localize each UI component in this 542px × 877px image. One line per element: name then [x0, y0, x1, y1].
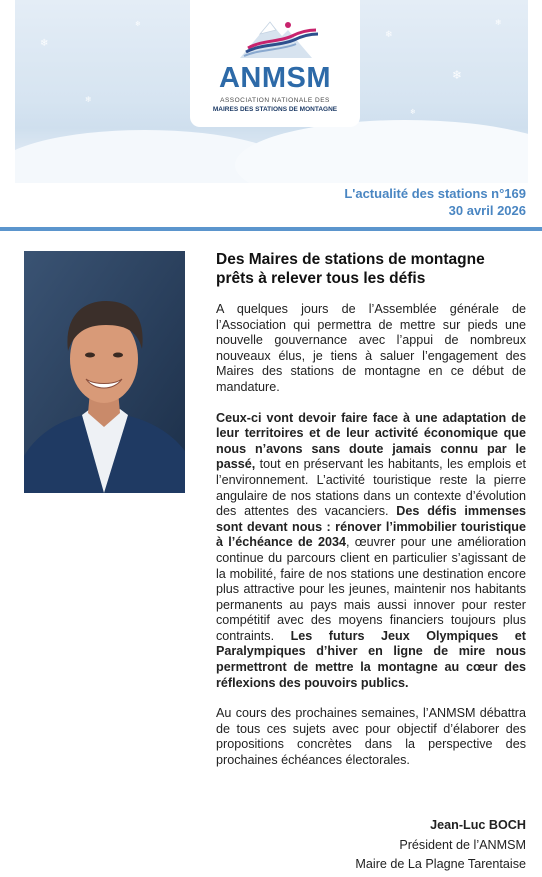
body-text: tout en préservant les habitants, les emplois et l’environnement. L’activité touristique reste la pierre angulaire de nos stations dans un contexte d’évolution des attentes des vacanciers.	[216, 457, 526, 519]
article-paragraph: A quelques jours de l’Assemblée générale de l’Association qui permettra de mettre sur pieds une nouvelle gouvernance avec l’appui de nombreux nouveaux élus, je tiens à saluer l’engagement des Maires des stations de montagne en ce début de mandature.	[216, 302, 526, 394]
article-paragraph	[216, 411, 526, 692]
body-text: , œuvrer pour une amélioration continue du parcours client en particulier s’agissant de la mobilité, faire de nos stations une destination encore plus attractive pour les jeunes, maintenir nos habitants permanents au pays mais aussi innover pour rester compétitif avec des moyens financiers toujours plus contraints.	[216, 535, 526, 643]
snowflake-icon: ❄	[410, 108, 416, 116]
article	[216, 250, 526, 769]
snowflake-icon: ❄	[452, 68, 463, 82]
article-paragraph: Au cours des prochaines semaines, l’ANMSM débattra de tous ces sujets avec pour objectif d’élaborer des propositions concrètes dans la perspective des prochaines échéances électorales.	[216, 706, 526, 768]
bold-text: Les futurs Jeux Olympiques et Paralympiques d’hiver en ligne de mire nous permettront de mettre la montagne au cœur des réflexions des pouvoirs publics.	[216, 628, 526, 690]
issue-date: 30 avril 2026	[448, 203, 526, 218]
issue-info	[344, 185, 526, 219]
author-photo	[24, 251, 185, 493]
signature-block	[355, 816, 526, 875]
snow-drift	[235, 120, 528, 183]
logo-subtitle: MAIRES DES STATIONS DE MONTAGNE	[212, 106, 338, 113]
snowflake-icon: ❄	[495, 18, 502, 27]
snowflake-icon: ❄	[385, 30, 393, 40]
issue-label: L'actualité des stations n°169	[344, 186, 526, 201]
article-title: Des Maires de stations de montagne prêts à relever tous les défis	[216, 251, 485, 287]
logo-subtitle: ASSOCIATION NATIONALE DES	[220, 97, 330, 104]
divider	[0, 227, 542, 231]
snowflake-icon: ❄	[40, 38, 49, 49]
signature-role: Président de l’ANMSM	[399, 837, 526, 852]
bold-text: Ceux-ci vont devoir faire face à une adaptation de leur territoires et de leur activité économique que nous n’avons sans doute jamais connu par le passé,	[216, 410, 526, 472]
mountain-logo-icon	[230, 14, 320, 62]
signature-name: Jean-Luc BOCH	[430, 818, 526, 832]
bold-text: Des défis immenses sont devant nous : rénover l’immobilier touristique à l’échéance de 2034	[216, 504, 526, 550]
snowflake-icon: ❄	[85, 95, 92, 104]
signature-role: Maire de La Plagne Tarentaise	[355, 857, 526, 871]
header-banner	[15, 0, 528, 183]
logo[interactable]	[190, 0, 360, 127]
snowflake-icon: ❄	[135, 20, 141, 28]
logo-wordmark: ANMSM	[218, 62, 332, 94]
